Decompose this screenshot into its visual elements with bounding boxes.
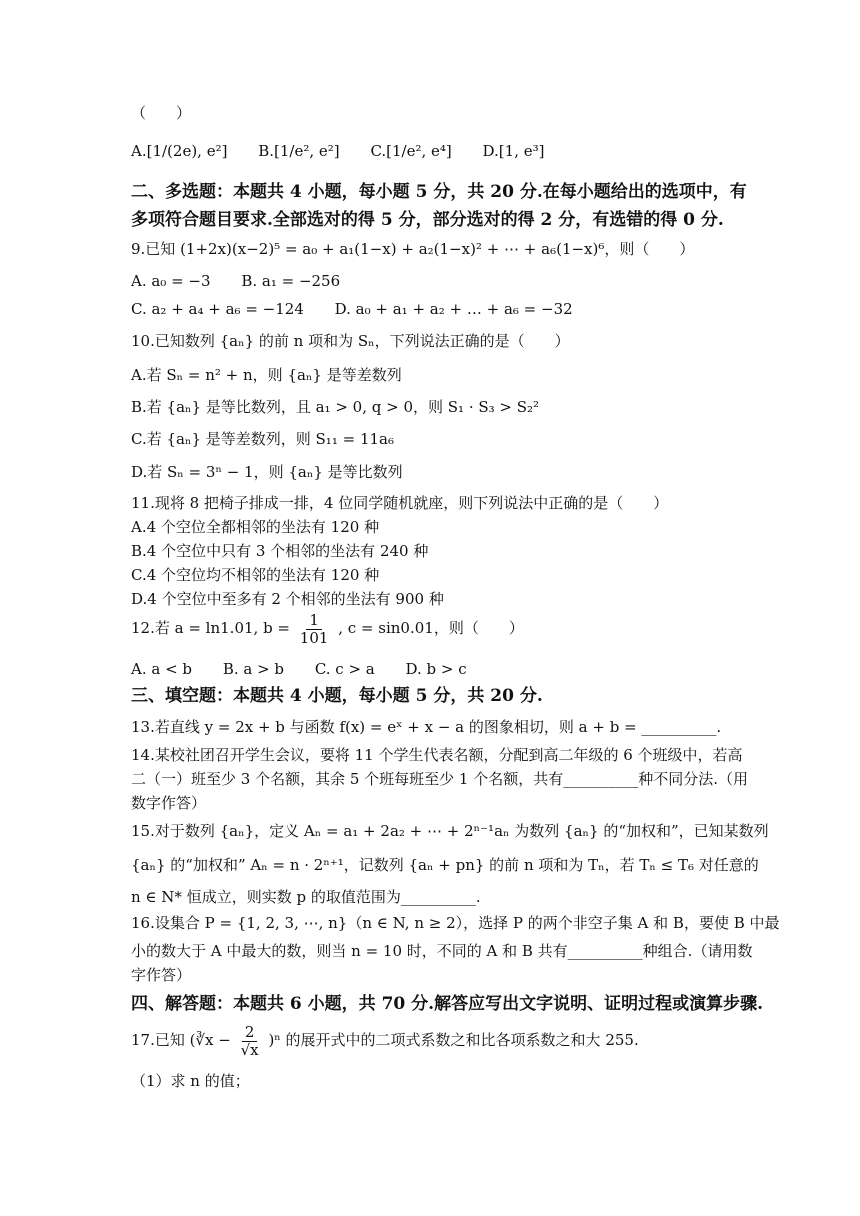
q12-stem bbox=[131, 612, 524, 646]
q14-line3: 数字作答） bbox=[131, 794, 207, 812]
q8-option-a: A.[1/(2e), e²] bbox=[131, 142, 228, 160]
section3-heading: 三、填空题：本题共 4 小题，每小题 5 分，共 20 分. bbox=[131, 686, 543, 706]
q10-option-d: D.若 Sₙ = 3ⁿ − 1，则 {aₙ} 是等比数列 bbox=[131, 463, 403, 481]
q16-line1: 16.设集合 P = {1, 2, 3, ⋯, n}（n ∈ N, n ≥ 2），选择 P 的两个非空子集 A 和 B，要使 B 中最 bbox=[131, 914, 780, 932]
q11-option-d: D.4 个空位中至多有 2 个相邻的坐法有 900 种 bbox=[131, 590, 444, 608]
q17-stem bbox=[131, 1024, 639, 1058]
q10-stem: 10.已知数列 {aₙ} 的前 n 项和为 Sₙ，下列说法正确的是（ ） bbox=[131, 332, 570, 350]
section2-heading-line1: 二、多选题：本题共 4 小题，每小题 5 分，共 20 分.在每小题给出的选项中，有 bbox=[131, 182, 747, 202]
q11-option-a: A.4 个空位全都相邻的坐法有 120 种 bbox=[131, 518, 380, 536]
q8-option-b: B.[1/e², e²] bbox=[258, 142, 340, 160]
q12-fraction-den: 101 bbox=[299, 628, 329, 647]
section4-heading: 四、解答题：本题共 6 小题，共 70 分.解答应写出文字说明、证明过程或演算步骤. bbox=[131, 994, 763, 1014]
section2-heading-line2: 多项符合题目要求.全部选对的得 5 分，部分选对的得 2 分，有选错的得 0 分. bbox=[131, 210, 724, 230]
q9-option-c: C. a₂ + a₄ + a₆ = −124 bbox=[131, 300, 304, 318]
q13-text: 13.若直线 y = 2x + b 与函数 f(x) = eˣ + x − a 的图象相切，则 a + b = __________. bbox=[131, 718, 722, 736]
q12-option-c: C. c > a bbox=[314, 660, 375, 678]
q8-options bbox=[131, 142, 570, 160]
q17-stem-pre: 17.已知 (∛x − bbox=[131, 1031, 231, 1049]
q12-option-b: B. a > b bbox=[222, 660, 285, 678]
q8-paren: （ ） bbox=[131, 104, 192, 122]
q9-options-cd bbox=[131, 300, 599, 318]
q9-option-a: A. a₀ = −3 bbox=[131, 272, 211, 290]
q8-option-d: D.[1, e³] bbox=[482, 142, 545, 160]
q15-line2: {aₙ} 的“加权和” Aₙ = n · 2ⁿ⁺¹，记数列 {aₙ + pn} 的前 n 项和为 Tₙ，若 Tₙ ≤ T₆ 对任意的 bbox=[131, 856, 759, 874]
q12-stem-pre: 12.若 a = ln1.01, b = bbox=[131, 619, 291, 637]
q12-option-d: D. b > c bbox=[405, 660, 467, 678]
q9-option-b: B. a₁ = −256 bbox=[241, 272, 341, 290]
q12-fraction-num: 1 bbox=[306, 612, 322, 630]
q10-option-b: B.若 {aₙ} 是等比数列，且 a₁ > 0, q > 0，则 S₁ · S₃ > S₂² bbox=[131, 398, 540, 416]
q12-option-a: A. a < b bbox=[131, 660, 193, 678]
q10-option-c: C.若 {aₙ} 是等差数列，则 S₁₁ = 11a₆ bbox=[131, 430, 394, 448]
q11-stem: 11.现将 8 把椅子排成一排，4 位同学随机就座，则下列说法中正确的是（ ） bbox=[131, 494, 669, 512]
q8-option-c: C.[1/e², e⁴] bbox=[370, 142, 452, 160]
q15-line3: n ∈ N* 恒成立，则实数 p 的取值范围为__________. bbox=[131, 888, 481, 906]
q14-line2: 二（一）班至少 3 个名额，其余 5 个班每班至少 1 个名额，共有__________种不同分法.（用 bbox=[131, 770, 749, 788]
q17-fraction-num: 2 bbox=[242, 1024, 258, 1042]
q11-option-b: B.4 个空位中只有 3 个相邻的坐法有 240 种 bbox=[131, 542, 429, 560]
q9-option-d: D. a₀ + a₁ + a₂ + … + a₆ = −32 bbox=[334, 300, 573, 318]
q16-line3: 字作答） bbox=[131, 966, 192, 984]
q12-stem-post: , c = sin0.01，则（ ） bbox=[338, 619, 524, 637]
q12-fraction bbox=[297, 612, 332, 646]
q17-part1: （1）求 n 的值； bbox=[131, 1072, 250, 1090]
q10-option-a: A.若 Sₙ = n² + n，则 {aₙ} 是等差数列 bbox=[131, 366, 402, 384]
q17-stem-post: )ⁿ 的展开式中的二项式系数之和比各项系数之和大 255. bbox=[268, 1031, 639, 1049]
q12-options bbox=[131, 660, 493, 678]
q14-line1: 14.某校社团召开学生会议，要将 11 个学生代表名额，分配到高二年级的 6 个班级中，若高 bbox=[131, 746, 743, 764]
q9-stem: 9.已知 (1+2x)(x−2)⁵ = a₀ + a₁(1−x) + a₂(1−x)² + ⋯ + a₆(1−x)⁶，则（ ） bbox=[131, 240, 695, 258]
q17-fraction bbox=[238, 1024, 262, 1058]
q9-options-ab bbox=[131, 272, 366, 290]
q16-line2: 小的数大于 A 中最大的数，则当 n = 10 时，不同的 A 和 B 共有__________种组合.（请用数 bbox=[131, 942, 753, 960]
q17-fraction-den: √x bbox=[240, 1040, 259, 1059]
q11-option-c: C.4 个空位均不相邻的坐法有 120 种 bbox=[131, 566, 380, 584]
q15-line1: 15.对于数列 {aₙ}，定义 Aₙ = a₁ + 2a₂ + ⋯ + 2ⁿ⁻¹aₙ 为数列 {aₙ} 的“加权和”，已知某数列 bbox=[131, 822, 769, 840]
